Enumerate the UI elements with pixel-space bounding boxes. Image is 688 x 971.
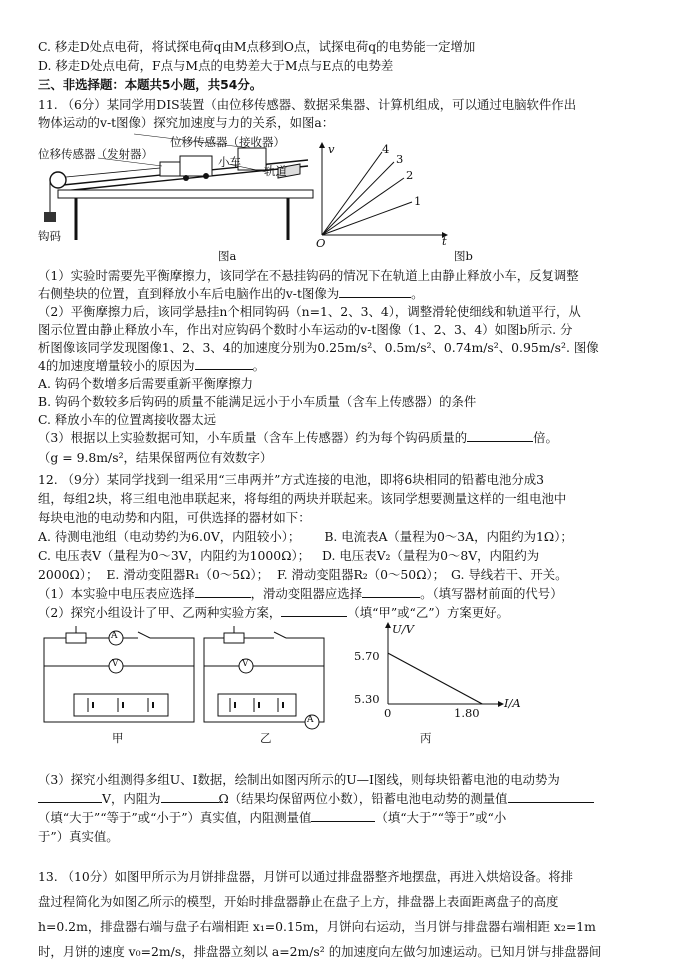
q12-p2	[38, 604, 654, 622]
q12-p3-compare-end: （填“大于”“等于”或“小	[375, 810, 507, 825]
q12-p3-b	[38, 790, 654, 808]
q11-intro-1: 11. （6分）某同学用DIS装置（由位移传感器、数据采集器、计算机组成，可以通过电脑软件作出	[38, 97, 577, 112]
q11-intro-2: 物体运动的v-t图像）探究加速度与力的关系，如图a：	[38, 115, 335, 130]
q11-p2-a: （2）平衡摩擦力后，该同学悬挂n个相同钩码（n=1、2、3、4），调整滑轮使细线和轨道平行，从	[38, 304, 581, 319]
answer-blank-q11-2[interactable]	[195, 357, 253, 370]
q11-p2-text: 4的加速度增量较小的原因为	[38, 358, 195, 373]
q12-items-cd	[38, 547, 654, 565]
q12-item-c: C. 电压表V（量程为0～3V，内阻约为1000Ω）；	[38, 548, 311, 563]
receiver-label: 位移传感器（接收器）	[170, 135, 285, 149]
q12-p2-text: （2）探究小组设计了甲、乙两种实验方案，	[38, 605, 282, 620]
q12-p1-text: （1）本实验中电压表应选择	[38, 586, 195, 601]
q12-item-a: A. 待测电池组（电动势约为6.0V，内阻较小）；	[38, 529, 301, 544]
q12-item-g: G. 导线若干、开关。	[451, 567, 568, 582]
ui-xlabel: I/A	[504, 696, 521, 710]
q11-p2-d	[38, 357, 654, 375]
answer-blank-q11-1[interactable]	[339, 285, 411, 298]
q11-p2-b: 图示位置由静止释放小车，作出对应钩码个数时小车运动的v-t图像（1、2、3、4）如图b所示. 分	[38, 322, 573, 337]
vt-line-1	[322, 202, 412, 235]
q12-item-d: D. 电压表V₂（量程为0～8V，内阻约为	[322, 548, 540, 563]
q13-line-3: h=0.2m，排盘器右端与盘子右端相距 x₁=0.15m，月饼向右运动，当月饼与排盘器右端相距 x₂=1m	[38, 919, 596, 934]
vt-line-2	[322, 178, 404, 235]
line-label-3: 3	[396, 152, 404, 166]
answer-blank-q12-voltmeter[interactable]	[195, 585, 251, 598]
emitter-label: 位移传感器（发射器）	[38, 147, 153, 161]
ui-xtick-end: 1.80	[454, 706, 480, 720]
q12-items-efg	[38, 566, 654, 584]
q11-p1-end: 。	[411, 286, 424, 301]
q11-p2-end: 。	[252, 358, 265, 373]
line-label-1: 1	[414, 194, 422, 208]
vt-line-3	[322, 162, 394, 235]
origin-label: O	[316, 236, 326, 250]
q11-p2-c: 析图像该同学发现图像1、2、3、4的加速度分别为0.25m/s²、0.5m/s²、0.74m/s²、0.95m/s². 图像	[38, 340, 599, 355]
answer-blank-q11-3[interactable]	[467, 429, 533, 442]
q11-p1-text: 右侧垫块的位置，直到释放小车后电脑作出的v-t图像为	[38, 286, 340, 301]
q12-item-b: B. 电流表A（量程为0～3A，内阻约为1Ω）；	[324, 529, 573, 544]
q13-line-2: 盘过程简化为如图乙所示的模型，开始时排盘器静止在盘子上方，排盘器上表面距离盘子的高度	[38, 894, 559, 909]
ui-chart-caption: 丙	[420, 731, 432, 745]
q11-p1-b	[38, 285, 654, 303]
answer-blank-q12-scheme[interactable]	[281, 604, 347, 617]
option-c-prev: C. 移走D处点电荷，将试探电荷q由M点移到O点，试探电荷q的电势能一定增加	[38, 39, 476, 54]
circuit-jia	[44, 626, 194, 722]
q13-line-1: 13. （10分）如图甲所示为月饼排盘器，月饼可以通过排盘器整齐地摆盘，再进入烘焙设备。将排	[38, 869, 574, 884]
weight-label: 钩码	[38, 229, 61, 243]
line-label-2: 2	[406, 168, 414, 182]
figure-b	[312, 140, 452, 260]
circuit-jia-caption: 甲	[112, 731, 124, 745]
ammeter-jia-label: A	[111, 631, 118, 641]
ui-data-line	[388, 653, 482, 704]
line-label-4: 4	[382, 142, 390, 156]
q12-line-2: 组，每组2块，将三组电池串联起来，将每组的两块并联起来。该同学想要测量这样的一组电池中	[38, 491, 567, 506]
circuit-yi-caption: 乙	[260, 731, 272, 745]
q12-item-d-cont: 2000Ω）；	[38, 567, 99, 582]
ui-ytick-bottom: 5.30	[354, 692, 380, 706]
q12-p3-c	[38, 809, 654, 827]
voltmeter-jia-label: V	[112, 659, 119, 669]
q11-p3-end: 倍。	[533, 430, 558, 445]
ui-ytick-top: 5.70	[354, 649, 380, 663]
figure-a-caption: 图a	[218, 249, 237, 263]
answer-blank-q12-rheostat[interactable]	[362, 585, 420, 598]
q11-p1-a: （1）实验时需要先平衡摩擦力，该同学在不悬挂钩码的情况下在轨道上由静止释放小车，反复调整	[38, 268, 579, 283]
q11-option-c: C. 释放小车的位置离接收器太远	[38, 412, 216, 427]
option-d-prev: D. 移走D处点电荷，F点与M点的电势差大于M点与E点的电势差	[38, 58, 394, 73]
q11-option-a: A. 钩码个数增多后需要重新平衡摩擦力	[38, 376, 254, 391]
q12-line-3: 每块电池的电动势和内阻，可供选择的器材如下：	[38, 510, 311, 525]
q12-line-1: 12. （9分）某同学找到一组采用“三串两并”方式连接的电池，即将6块相同的铅蓄电池分成3	[38, 472, 545, 487]
circuit-yi	[204, 626, 324, 729]
section-heading: 三、非选择题：本题共5小题，共54分。	[38, 77, 263, 92]
answer-blank-q12-r[interactable]	[161, 790, 219, 803]
track-label: 轨道	[264, 164, 287, 178]
q12-item-f: F. 滑动变阻器R₂（0～50Ω）；	[276, 567, 446, 582]
q12-p3-compare-text: （填“大于”“等于”或“小于”）真实值，内阻测量值	[38, 810, 312, 825]
q12-item-e: E. 滑动变阻器R₁（0～5Ω）；	[106, 567, 269, 582]
circuit-figures	[38, 622, 558, 762]
q12-p3-ohm: Ω（结果均保留两位小数），铅蓄电池电动势的测量值	[218, 791, 508, 806]
ui-ylabel: U/V	[392, 622, 414, 636]
axis-t-label: t	[442, 234, 447, 248]
q12-p1-end: 。（填写器材前面的代号）	[420, 586, 563, 601]
figure-b-graph	[312, 140, 452, 250]
q12-items-ab	[38, 528, 654, 546]
q11-p3-c: （g = 9.8m/s²，结果保留两位有效数字）	[38, 450, 273, 465]
q12-p1	[38, 585, 654, 603]
ui-xtick-origin: 0	[384, 706, 392, 720]
q12-p3-v: V，内阻为	[102, 791, 161, 806]
q12-p3-a: （3）探究小组测得多组U、I数据，绘制出如图丙所示的U—I图线，则每块铅蓄电池的电动势为	[38, 772, 560, 787]
ammeter-yi-label: A	[307, 715, 314, 725]
voltmeter-yi-label: V	[242, 659, 249, 669]
q11-p3-text: （3）根据以上实验数据可知，小车质量（含车上传感器）约为每个钩码质量的	[38, 430, 468, 445]
q11-p3-a	[38, 429, 654, 447]
axis-v-label: v	[328, 142, 335, 156]
answer-blank-q12-emf[interactable]	[38, 790, 102, 803]
q12-p1-mid: ，滑动变阻器应选择	[250, 586, 363, 601]
q11-option-b: B. 钩码个数较多后钩码的质量不能满足远小于小车质量（含车上传感器）的条件	[38, 394, 477, 409]
figure-b-caption: 图b	[454, 249, 473, 263]
vt-line-4	[322, 152, 382, 235]
answer-blank-q12-emf-compare[interactable]	[508, 790, 594, 803]
answer-blank-q12-r-compare[interactable]	[311, 809, 375, 822]
cart-label: 小车	[218, 155, 241, 169]
q13-line-4: 时，月饼的速度 v₀=2m/s，排盘器立刻以 a=2m/s² 的加速度向左做匀加速运动。已知月饼与排盘器间	[38, 944, 602, 959]
q12-p2-end: （填“甲”或“乙”）方案更好。	[347, 605, 509, 620]
q12-p3-d: 于”）真实值。	[38, 829, 119, 844]
figure-a	[38, 130, 318, 263]
